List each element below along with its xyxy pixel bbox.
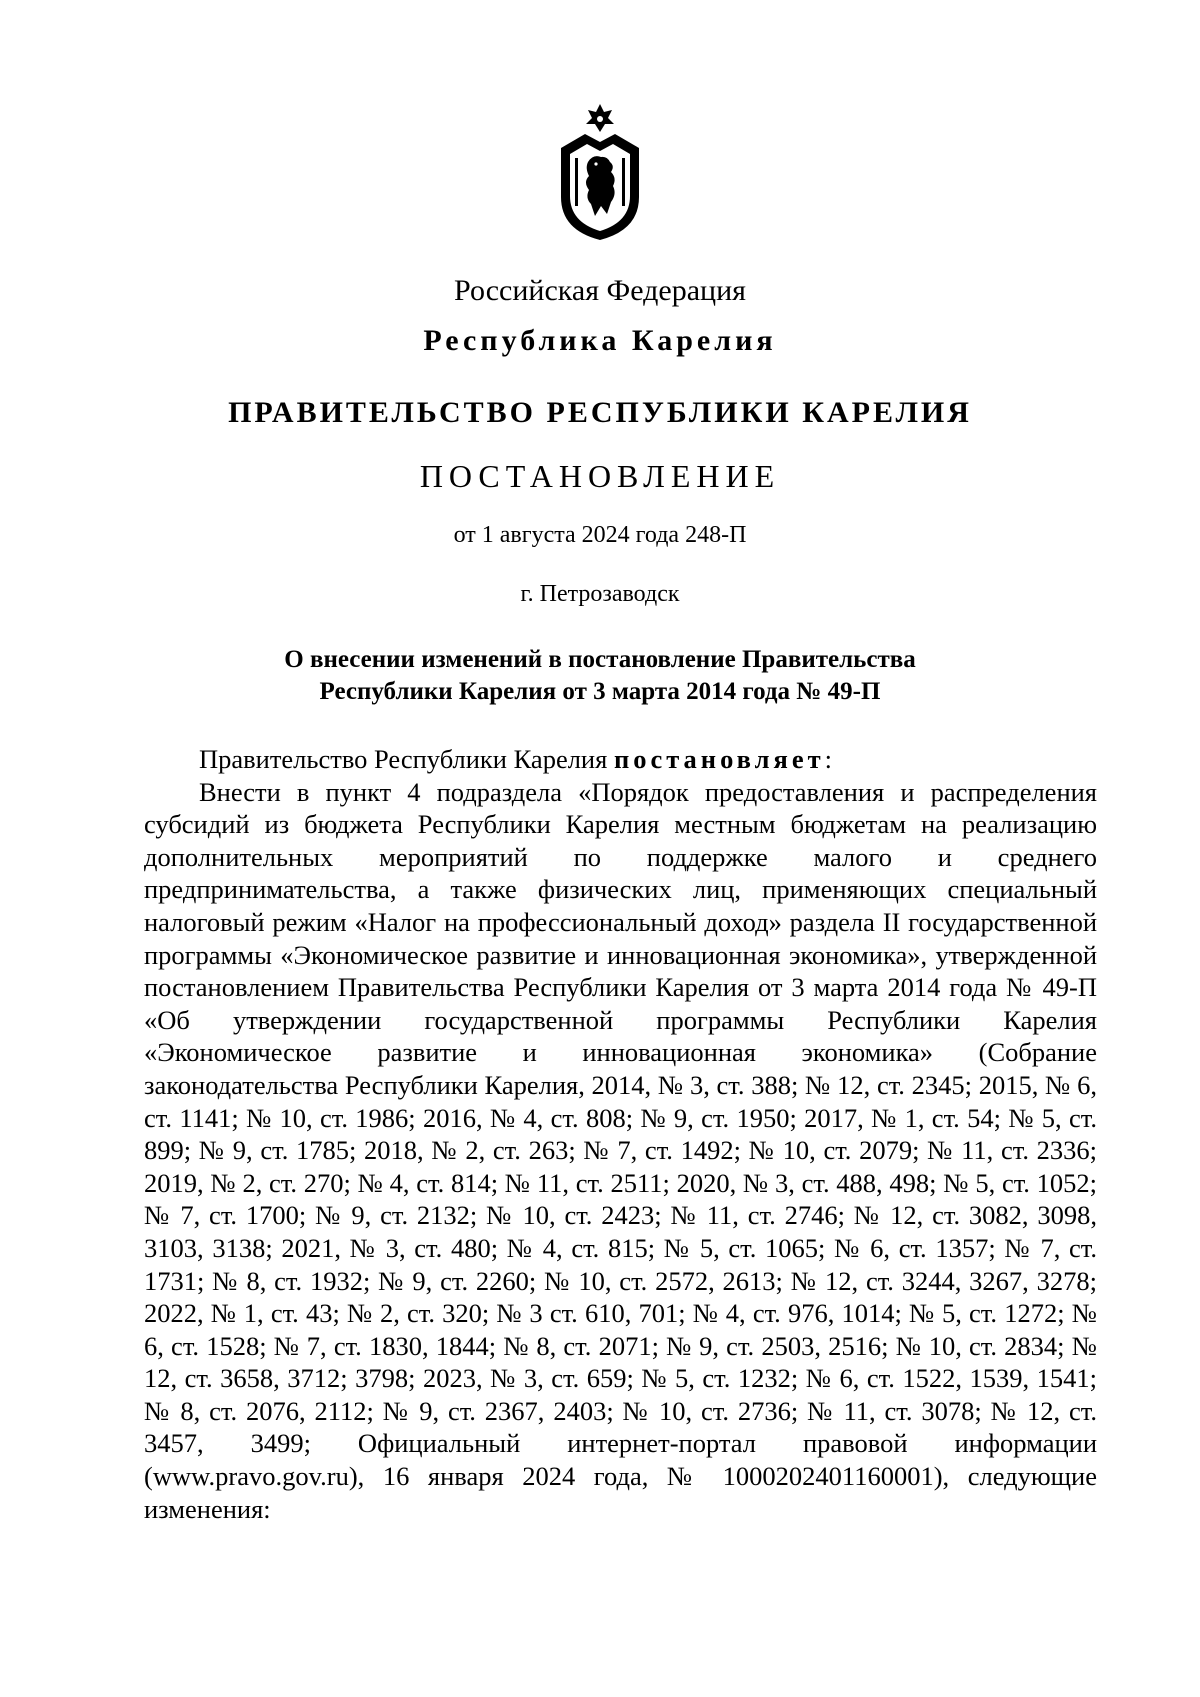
preamble-end: : — [824, 744, 832, 774]
document-type: ПОСТАНОВЛЕНИЕ — [419, 458, 781, 494]
document-body — [144, 743, 1097, 1525]
main-paragraph: Внести в пункт 4 подраздела «Порядок предоставления и распределения субсидий из бюджета Республики Карелия местным бюджетам на реализацию дополнительных мероприятий по поддержке малого и среднего предпринимательства, а также физических лиц, применяющих специальный налоговый режим «Налог на профессиональный доход» раздела II государственной программы «Экономическое развитие и инновационная экономика», утвержденной постановлением Правительства Республики Карелия от 3 марта 2014 года № 49-П «Об утверждении государственной программы Республики Карелия «Экономическое развитие и инновационная экономика» (Собрание законодательства Республики Карелия, 2014, № 3, ст. 388; № 12, ст. 2345; 2015, № 6, ст. 1141; № 10, ст. 1986; 2016, № 4, ст. 808; № 9, ст. 1950; 2017, № 1, ст. 54; № 5, ст. 899; № 9, ст. 1785; 2018, № 2, ст. 263; № 7, ст. 1492; № 10, ст. 2079; № 11, ст. 2336; 2019, № 2, ст. 270; № 4, ст. 814; № 11, ст. 2511; 2020, № 3, ст. 488, 498; № 5, ст. 1052; № 7, ст. 1700; № 9, ст. 2132; № 10, ст. 2423; № 11, ст. 2746; № 12, ст. 3082, 3098, 3103, 3138; 2021, № 3, ст. 480; № 4, ст. 815; № 5, ст. 1065; № 6, ст. 1357; № 7, ст. 1731; № 8, ст. 1932; № 9, ст. 2260; № 10, ст. 2572, 2613; № 12, ст. 3244, 3267, 3278; 2022, № 1, ст. 43; № 2, ст. 320; № 3 ст. 610, 701; № 4, ст. 976, 1014; № 5, ст. 1272; № 6, ст. 1528; № 7, ст. 1830, 1844; № 8, ст. 2071; № 9, ст. 2503, 2516; № 10, ст. 2834; № 12, ст. 3658, 3712; 3798; 2023, № 3, ст. 659; № 5, ст. 1232; № 6, ст. 1522, 1539, 1541; № 8, ст. 2076, 2112; № 9, ст. 2367, 2403; № 10, ст. 2736; № 11, ст. 3078; № 12, ст. 3457, 3499; Официальный интернет-портал правовой информации (www.pravo.gov.ru), 16 января 2024 года, № 1000202401160001), следующие изменения: — [144, 776, 1097, 1524]
document-title-line-2: Республики Карелия от 3 марта 2014 года № 49-П — [319, 678, 881, 705]
preamble — [144, 743, 1097, 776]
republic-name: Республика Карелия — [423, 324, 777, 357]
document-title-line-1: О внесении изменений в постановление Правительства — [284, 646, 916, 673]
preamble-start: Правительство Республики Карелия — [199, 744, 614, 774]
preamble-verb: постановляет — [613, 744, 825, 774]
document-date-number: от 1 августа 2024 года 248-П — [453, 522, 747, 548]
government-name: ПРАВИТЕЛЬСТВО РЕСПУБЛИКИ КАРЕЛИЯ — [228, 396, 972, 429]
document-city: г. Петрозаводск — [520, 581, 680, 607]
country-name: Российская Федерация — [454, 274, 746, 307]
coat-of-arms-icon — [555, 102, 645, 242]
